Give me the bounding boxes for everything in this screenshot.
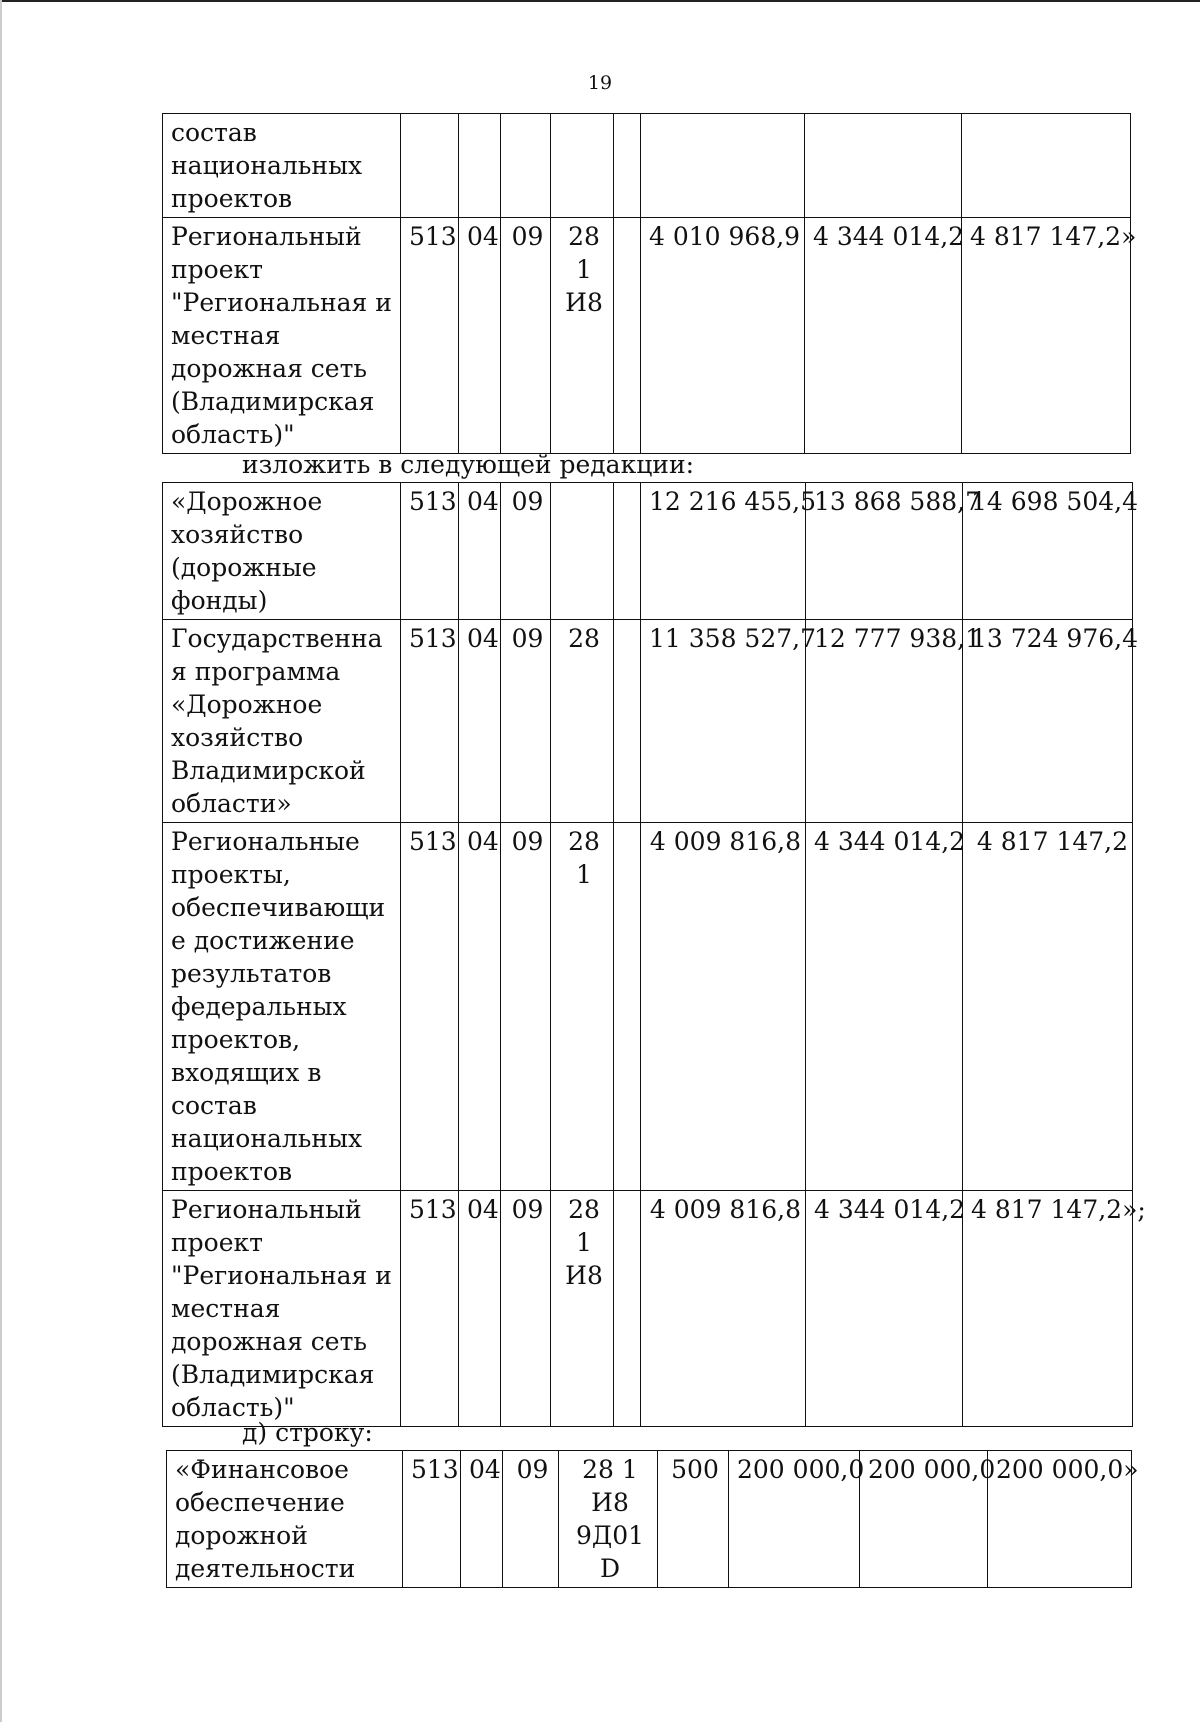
row-name: Региональный проект "Региональная и местная дорожная сеть (Владимирская область)" (163, 218, 401, 454)
table-row (167, 1451, 1132, 1588)
cell-gr: 513 (403, 1451, 461, 1588)
cell-vr (614, 483, 641, 620)
cell-gr: 513 (401, 620, 459, 823)
cell-pr: 09 (503, 1451, 559, 1588)
cell-gr: 513 (401, 483, 459, 620)
cell-year1: 4 009 816,8 (641, 823, 806, 1191)
cell-year3: 4 817 147,2»; (963, 1191, 1133, 1427)
cell-vr (614, 620, 641, 823)
cell-csr (551, 114, 614, 218)
amendment-caption: изложить в следующей редакции: (242, 450, 695, 479)
cell-year1: 4 010 968,9 (641, 218, 805, 454)
cell-rz: 04 (461, 1451, 503, 1588)
row-name: Государственная программа «Дорожное хозяйство Владимирской области» (163, 620, 401, 823)
budget-table-line-d (166, 1450, 1139, 1588)
budget-table-new-edition (162, 482, 1146, 1427)
cell-year2: 4 344 014,2 (806, 1191, 963, 1427)
page-number: 19 (587, 72, 613, 94)
cell-year3: 4 817 147,2» (962, 218, 1131, 454)
cell-year2 (805, 114, 962, 218)
cell-rz: 04 (459, 1191, 501, 1427)
section-caption: д) строку: (242, 1418, 373, 1447)
cell-year2: 200 000,0 (860, 1451, 988, 1588)
table-row (163, 114, 1131, 218)
cell-vr (614, 218, 641, 454)
cell-vr: 500 (658, 1451, 729, 1588)
cell-csr: 28 1 (551, 823, 614, 1191)
cell-year2: 12 777 938,1 (806, 620, 963, 823)
cell-year3: 13 724 976,4 (963, 620, 1133, 823)
cell-pr: 09 (501, 620, 551, 823)
cell-pr: 09 (501, 1191, 551, 1427)
table-row (163, 823, 1133, 1191)
cell-year3 (962, 114, 1131, 218)
cell-year3: 14 698 504,4 (963, 483, 1133, 620)
cell-pr: 09 (501, 823, 551, 1191)
cell-year1 (641, 114, 805, 218)
cell-rz: 04 (459, 823, 501, 1191)
table-row (163, 483, 1133, 620)
cell-year2: 4 344 014,2 (805, 218, 962, 454)
cell-csr: 28 1 И8 (551, 1191, 614, 1427)
cell-gr (401, 114, 459, 218)
cell-pr: 09 (501, 218, 551, 454)
cell-year1: 4 009 816,8 (641, 1191, 806, 1427)
cell-gr: 513 (401, 1191, 459, 1427)
cell-gr: 513 (401, 218, 459, 454)
cell-pr (501, 114, 551, 218)
scan-edge (0, 0, 2, 1722)
cell-vr (614, 823, 641, 1191)
table-row (163, 218, 1131, 454)
top-rule (0, 0, 1200, 2)
cell-rz: 04 (459, 218, 501, 454)
cell-year1: 12 216 455,5 (641, 483, 806, 620)
cell-csr (551, 483, 614, 620)
table-row (163, 620, 1133, 823)
row-name: состав национальных проектов (163, 114, 401, 218)
cell-year3: 200 000,0» (988, 1451, 1132, 1588)
budget-table-previous (162, 113, 1137, 454)
cell-pr: 09 (501, 483, 551, 620)
cell-year2: 13 868 588,7 (806, 483, 963, 620)
cell-csr: 28 (551, 620, 614, 823)
cell-csr: 28 1 И8 9Д01D (559, 1451, 658, 1588)
cell-csr: 28 1 И8 (551, 218, 614, 454)
cell-year2: 4 344 014,2 (806, 823, 963, 1191)
cell-vr (614, 114, 641, 218)
row-name: «Дорожное хозяйство (дорожные фонды) (163, 483, 401, 620)
cell-rz: 04 (459, 620, 501, 823)
cell-year1: 11 358 527,7 (641, 620, 806, 823)
table-row (163, 1191, 1133, 1427)
row-name: Региональные проекты, обеспечивающие достижение результатов федеральных проектов, входящих в состав национальных проектов (163, 823, 401, 1191)
cell-year1: 200 000,0 (729, 1451, 860, 1588)
cell-year3: 4 817 147,2 (963, 823, 1133, 1191)
cell-vr (614, 1191, 641, 1427)
cell-rz: 04 (459, 483, 501, 620)
cell-gr: 513 (401, 823, 459, 1191)
cell-rz (459, 114, 501, 218)
row-name: Региональный проект "Региональная и местная дорожная сеть (Владимирская область)" (163, 1191, 401, 1427)
row-name: «Финансовое обеспечение дорожной деятельности (167, 1451, 403, 1588)
